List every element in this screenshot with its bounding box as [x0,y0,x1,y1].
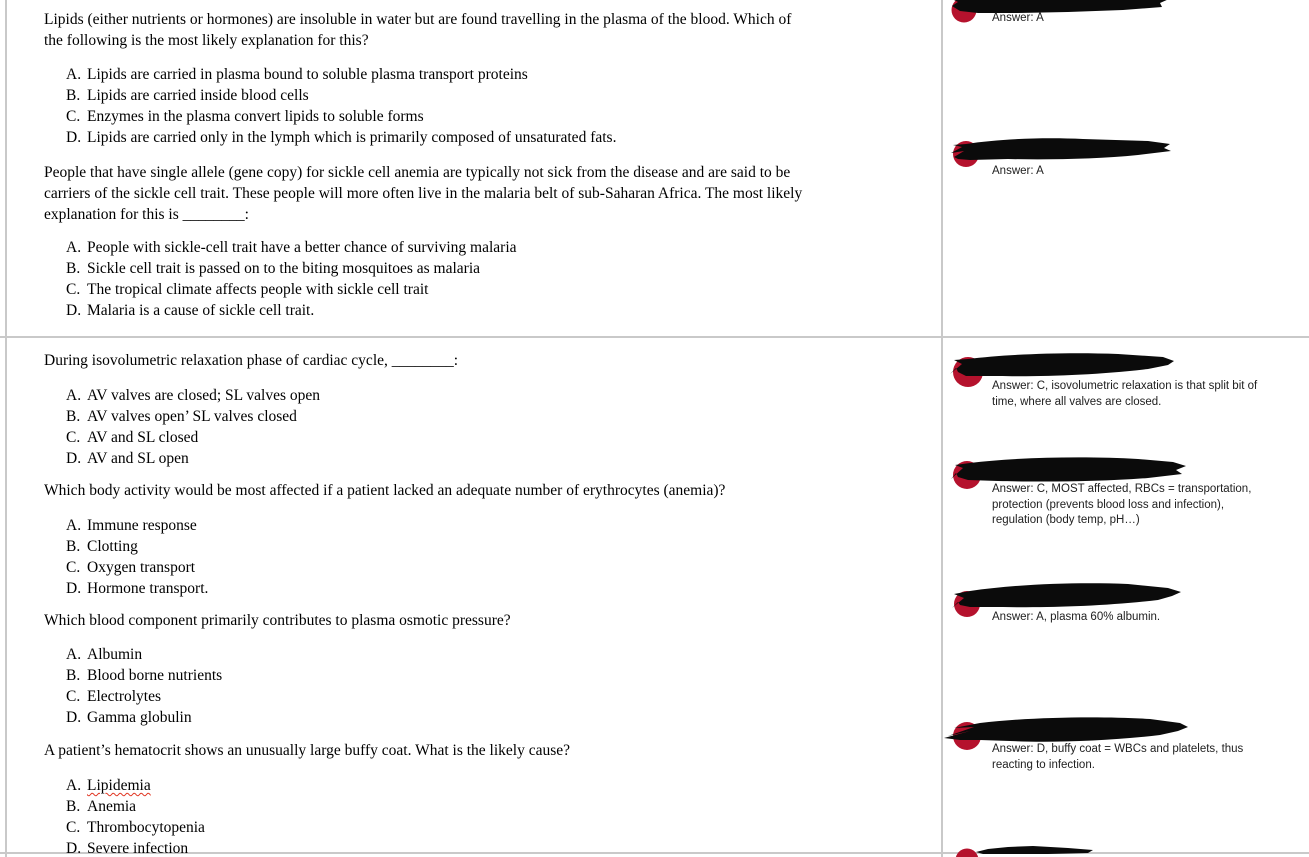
question-block [44,740,936,857]
question-text-line: the following is the most likely explanation for this? [44,32,369,49]
answer-text [992,379,1257,410]
option-row [44,644,936,665]
option-text: Anemia [87,798,137,815]
question-text-line: A patient’s hematocrit shows an unusually large buffy coat. What is the likely cause? [44,742,571,759]
question-block [44,610,936,728]
option-letter: D. [66,580,82,597]
answer-text-line: Answer: D, buffy coat = WBCs and platelets, thus [992,743,1244,755]
option-letter: B. [66,798,81,815]
red-highlight-dot [956,849,979,857]
question-block [44,9,936,148]
black-marker-stroke [944,717,1188,741]
option-text: Malaria is a cause of sickle cell trait. [87,302,315,319]
question-block [44,480,936,599]
answer-text-line: Answer: C, MOST affected, RBCs = transportation, [992,483,1252,495]
answer-text [992,742,1243,773]
option-text: AV and SL open [87,450,189,467]
option-row [44,775,936,796]
option-letter: D. [66,840,82,857]
option-letter: B. [66,667,81,684]
option-text: Sickle cell trait is passed on to the biting mosquitoes as malaria [87,260,481,277]
answer-text [992,610,1160,626]
option-row [44,448,936,469]
scribble-redaction [948,135,1174,169]
option-letter: D. [66,450,82,467]
option-text: Enzymes in the plasma convert lipids to soluble forms [87,108,424,125]
answer-text-line: protection (prevents blood loss and infection), [992,498,1225,511]
option-row [44,64,936,85]
option-text: Hormone transport. [87,580,209,597]
option-letter: D. [66,129,82,146]
option-letter: D. [66,302,82,319]
question-text-line: Lipids (either nutrients or hormones) are insoluble in water but are found travelling in the plasma of the blood. Which of [44,11,792,28]
answer-text [992,11,1044,27]
answer-text-line: regulation (body temp, pH…) [992,514,1140,526]
option-letter: A. [66,66,82,83]
option-row [44,578,936,599]
option-row [44,796,936,817]
option-text: Lipids are carried in plasma bound to soluble plasma transport proteins [87,66,528,83]
option-text: Thrombocytopenia [87,819,205,836]
answer-text [992,482,1251,529]
option-letter: C. [66,688,81,705]
option-row [44,258,936,279]
option-row [44,817,936,838]
option-row [44,279,936,300]
black-marker-stroke [951,138,1171,160]
option-row [44,237,936,258]
answer-text [992,164,1044,180]
answer-text-line: time, where all valves are closed. [992,395,1162,408]
option-text: Blood borne nutrients [87,667,223,684]
option-row [44,127,936,148]
answer-text-line: Answer: C, isovolumetric relaxation is that split bit of [992,380,1258,392]
options-list [44,385,936,469]
answer-annotation [940,712,1290,778]
option-text: AV valves open’ SL valves closed [87,408,297,425]
option-text: AV and SL closed [87,429,199,446]
option-letter: A. [66,387,82,404]
option-text: Clotting [87,538,138,555]
options-list [44,237,936,321]
option-row [44,557,936,578]
option-letter: C. [66,429,81,446]
option-text: Albumin [87,646,143,663]
option-letter: C. [66,108,81,125]
option-text: People with sickle-cell trait have a better chance of surviving malaria [87,239,517,256]
question-text-line: explanation for this is ________: [44,206,249,223]
black-marker-stroke [952,583,1181,608]
question-text-line: carriers of the sickle cell trait. These people will more often live in the malaria belt of sub-Saharan Africa. The most likely [44,185,803,202]
options-list [44,515,936,599]
option-text: Immune response [87,517,197,534]
options-list [44,644,936,728]
scribble-redaction [948,0,1174,24]
option-text: Gamma globulin [87,709,192,726]
option-letter: C. [66,281,81,298]
question-block [44,162,936,321]
option-row [44,707,936,728]
left-border-rule [5,0,7,857]
answer-annotation [948,453,1293,533]
option-row [44,665,936,686]
option-row [44,536,936,557]
answer-text-line: Answer: A [992,165,1044,177]
question-block [44,350,936,469]
section-divider-rule [0,336,1309,338]
option-letter: B. [66,408,81,425]
answer-text-line: Answer: A, plasma 60% albumin. [992,611,1161,623]
answer-annotation [948,350,1293,412]
option-row [44,300,936,321]
black-marker-stroke [950,353,1174,376]
options-list [44,64,936,148]
answer-text-line: reacting to infection. [992,758,1095,771]
option-letter: A. [66,517,82,534]
option-letter: B. [66,260,81,277]
option-letter: B. [66,87,81,104]
question-text-line: Which body activity would be most affected if a patient lacked an adequate number of erythrocytes (anemia)? [44,482,726,499]
option-row [44,515,936,536]
option-text: Lipids are carried inside blood cells [87,87,309,104]
scribble-redaction [948,844,1108,857]
answer-annotation [948,0,1278,34]
answer-annotation [948,844,1118,857]
answer-text-line: Answer: A [992,12,1044,24]
black-marker-stroke [950,0,1170,13]
option-row [44,838,936,857]
answer-annotation [948,578,1293,638]
option-text: The tropical climate affects people with sickle cell trait [87,281,429,298]
options-list [44,775,936,857]
black-marker-stroke [951,457,1186,481]
option-text: Electrolytes [87,688,162,705]
option-text: Severe infection [87,840,189,857]
black-marker-stroke [976,846,1093,854]
question-text-line: Which blood component primarily contributes to plasma osmotic pressure? [44,612,511,629]
option-text-misspelled: Lipidemia [87,777,151,794]
option-letter: A. [66,777,82,794]
option-text: Lipids are carried only in the lymph which is primarily composed of unsaturated fats. [87,129,617,146]
option-row [44,85,936,106]
option-letter: D. [66,709,82,726]
option-text: AV valves are closed; SL valves open [87,387,321,404]
option-row [44,385,936,406]
option-letter: C. [66,819,81,836]
answer-annotation [948,135,1278,185]
option-text: Oxygen transport [87,559,196,576]
option-letter: A. [66,646,82,663]
option-letter: A. [66,239,82,256]
option-row [44,406,936,427]
option-row [44,686,936,707]
option-row [44,106,936,127]
question-text-line: During isovolumetric relaxation phase of cardiac cycle, ________: [44,352,459,369]
question-text-line: People that have single allele (gene copy) for sickle cell anemia are typically not sick from the disease and are said to be [44,164,791,181]
option-letter: B. [66,538,81,555]
option-row [44,427,936,448]
option-letter: C. [66,559,81,576]
